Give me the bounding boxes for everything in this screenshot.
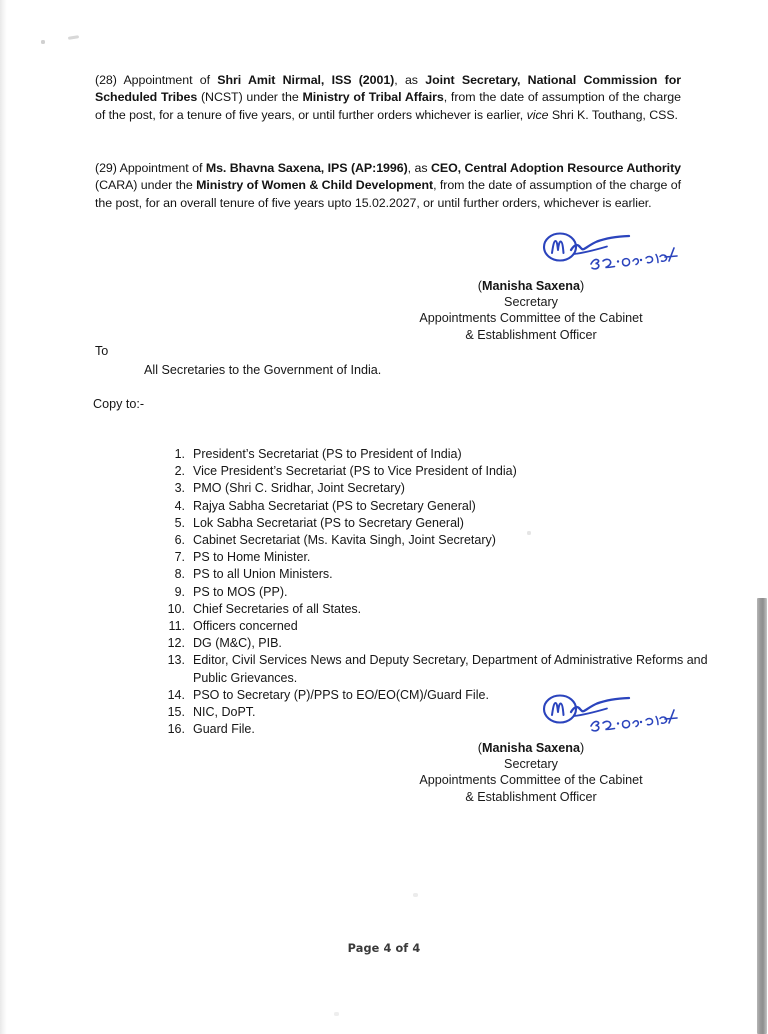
paragraph-run: Joint Secretary, National Commission for Scheduled Tribes xyxy=(95,73,681,105)
paragraph-run: Ministry of Women & Child Development xyxy=(196,178,434,193)
paragraph-run: Ministry of Tribal Affairs xyxy=(302,90,444,105)
copy-to-item-text: PSO to Secretary (P)/PPS to EO/EO(CM)/Guard File. xyxy=(193,687,489,702)
paragraph-run: (NCST) under the xyxy=(197,90,303,105)
paragraph-run: , from the date of assumption of the charge of the post, for a tenure of five years, or until further orders whichever is earlier, xyxy=(95,90,681,122)
paragraph-run: Shri Amit Nirmal, ISS (2001) xyxy=(217,73,395,88)
copy-to-item xyxy=(160,635,720,652)
copy-to-label: Copy to:- xyxy=(93,397,145,411)
copy-to-item-text: PS to Home Minister. xyxy=(193,550,311,565)
to-value: All Secretaries to the Government of India. xyxy=(144,363,382,377)
paragraph-run: , as xyxy=(407,161,431,176)
page-left-edge-shadow xyxy=(0,0,7,1034)
paragraph-run: (29) Appointment of xyxy=(95,161,206,176)
signatory-organisation-bottom: Appointments Committee of the Cabinet xyxy=(419,773,643,788)
paragraph-run: Shri K. Touthang, CSS. xyxy=(548,107,678,122)
copy-to-item-number: 10. xyxy=(167,601,185,616)
copy-to-item xyxy=(160,498,720,515)
copy-to-item xyxy=(160,480,720,497)
copy-to-item xyxy=(160,601,720,618)
copy-to-item-number: 9. xyxy=(174,584,185,599)
copy-to-item xyxy=(160,566,720,583)
copy-to-item xyxy=(160,584,720,601)
copy-to-item-number: 15. xyxy=(167,705,185,720)
copy-to-item-text: PS to all Union Ministers. xyxy=(193,567,333,582)
copy-to-item-number: 12. xyxy=(167,636,185,651)
copy-to-item xyxy=(160,515,720,532)
vertical-scrollbar-thumb[interactable] xyxy=(757,598,767,1034)
signature-block-top xyxy=(381,230,681,343)
signatory-designation-bottom: & Establishment Officer xyxy=(465,789,597,804)
copy-to-item-text: PMO (Shri C. Sridhar, Joint Secretary) xyxy=(193,481,405,496)
signatory-organisation-top: Appointments Committee of the Cabinet xyxy=(419,311,643,326)
paragraph-run: vice xyxy=(526,107,549,122)
copy-to-item-number: 4. xyxy=(174,498,185,513)
copy-to-item-text: President’s Secretariat (PS to President of India) xyxy=(193,447,462,461)
paragraph-28 xyxy=(95,72,681,123)
copy-to-item-number: 7. xyxy=(174,550,185,565)
copy-to-item xyxy=(160,446,720,463)
scan-artifact-speck xyxy=(334,1012,339,1016)
paragraph-run: (28) Appointment of xyxy=(95,73,218,88)
paragraph-run: Ms. Bhavna Saxena, IPS (AP:1996) xyxy=(205,161,408,176)
paragraph-29 xyxy=(95,160,681,211)
copy-to-item-number: 2. xyxy=(174,464,185,479)
copy-to-item-number: 6. xyxy=(174,533,185,548)
signatory-title-bottom: Secretary xyxy=(504,757,558,771)
copy-to-item-text: Cabinet Secretariat (Ms. Kavita Singh, Joint Secretary) xyxy=(193,533,496,548)
paragraph-run: (CARA) under the xyxy=(95,178,197,193)
copy-to-item-text: Lok Sabha Secretariat (PS to Secretary General) xyxy=(193,515,464,530)
copy-to-item-number: 8. xyxy=(174,567,185,582)
copy-to-item xyxy=(160,652,720,686)
handwritten-signature-icon xyxy=(381,692,681,740)
copy-to-item-number: 13. xyxy=(167,653,185,668)
copy-to-item-text: NIC, DoPT. xyxy=(193,705,256,720)
copy-to-item-text: Rajya Sabha Secretariat (PS to Secretary General) xyxy=(193,498,476,513)
paragraph-run: CEO, Central Adoption Resource Authority xyxy=(430,161,681,176)
copy-to-item xyxy=(160,532,720,549)
copy-to-item xyxy=(160,549,720,566)
page-number-footer: Page 4 of 4 xyxy=(347,942,421,955)
vertical-scrollbar-track[interactable] xyxy=(755,0,768,1034)
signatory-name-top: (Manisha Saxena) xyxy=(477,279,585,293)
signatory-name-bottom: (Manisha Saxena) xyxy=(477,741,585,755)
scan-artifact-speck xyxy=(413,893,418,897)
copy-to-item-text: PS to MOS (PP). xyxy=(193,584,288,599)
copy-to-item xyxy=(160,618,720,635)
copy-to-item-text: Officers concerned xyxy=(193,619,298,634)
copy-to-item-number: 16. xyxy=(167,722,185,737)
scan-artifact-speck xyxy=(41,40,45,44)
copy-to-item-text: Editor, Civil Services News and Deputy Secretary, Department of Administrative Reforms and Public Grievances. xyxy=(193,653,708,685)
paragraph-run: , from the date of assumption of the charge of the post, for an overall tenure of five years upto 15.02.2027, or until further orders, whichever is earlier. xyxy=(95,178,681,210)
copy-to-item-number: 3. xyxy=(174,481,185,496)
copy-to-item-text: DG (M&C), PIB. xyxy=(193,636,282,651)
scan-artifact-speck xyxy=(68,35,79,40)
copy-to-item-text: Vice President’s Secretariat (PS to Vice President of India) xyxy=(193,464,517,479)
copy-to-item xyxy=(160,463,720,480)
copy-to-item-text: Guard File. xyxy=(193,722,255,737)
paragraph-run: , as xyxy=(394,73,426,88)
copy-to-item-text: Chief Secretaries of all States. xyxy=(193,601,362,616)
signatory-designation-top: & Establishment Officer xyxy=(465,327,597,342)
copy-to-item-number: 5. xyxy=(174,515,185,530)
signature-block-bottom xyxy=(381,692,681,805)
copy-to-item-number: 14. xyxy=(167,687,185,702)
copy-to-item-number: 1. xyxy=(174,447,185,461)
handwritten-signature-icon xyxy=(381,230,681,278)
copy-to-item-number: 11. xyxy=(168,619,185,634)
signatory-title-top: Secretary xyxy=(504,295,558,309)
to-label: To xyxy=(95,344,109,358)
